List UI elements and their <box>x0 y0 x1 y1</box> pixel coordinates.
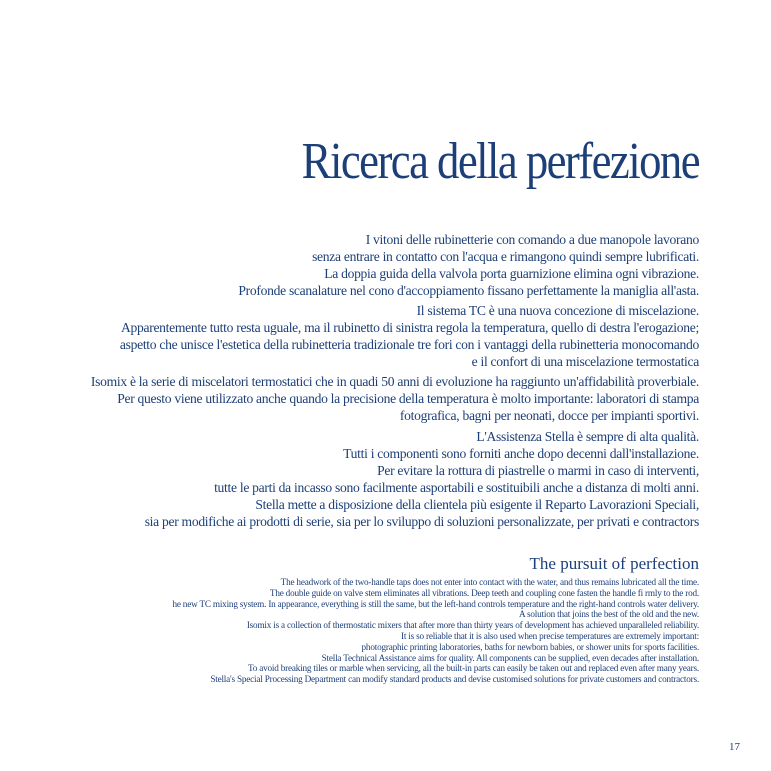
text-line: La doppia guida della valvola porta guarnizione elimina ogni vibrazione. <box>324 266 699 281</box>
text-line: sia per modifiche ai prodotti di serie, sia per lo sviluppo di soluzioni personalizzate, per privati e contractors <box>144 514 699 529</box>
italian-paragraph-3 <box>39 373 699 424</box>
text-line: senza entrare in contatto con l'acqua e rimangono quindi sempre lubrificati. <box>312 249 699 264</box>
italian-paragraph-2 <box>39 302 699 370</box>
text-line: fotografica, bagni per neonati, docce per impianti sportivi. <box>399 408 699 423</box>
text-line: Stella mette a disposizione della clientela più esigente il Reparto Lavorazioni Speciali, <box>255 497 699 512</box>
english-title: The pursuit of perfection <box>529 554 699 573</box>
text-line: L'Assistenza Stella è sempre di alta qualità. <box>476 429 699 444</box>
text-line: photographic printing laboratories, baths for newborn babies, or shower units for sports facilities. <box>361 641 699 652</box>
italian-paragraph-4 <box>39 428 699 530</box>
text-line: Il sistema TC è una nuova concezione di miscelazione. <box>416 303 699 318</box>
text-line: Profonde scanalature nel cono d'accoppiamento fissano perfettamente la maniglia all'asta. <box>238 283 699 298</box>
text-line: The double guide on valve stem eliminates all vibrations. Deep teeth and coupling cone fasten the handle fi rmly to the rod. <box>269 587 699 598</box>
english-paragraph <box>19 577 699 685</box>
text-line: A solution that joins the best of the old and the new. <box>519 609 699 620</box>
page-number: 17 <box>729 741 740 753</box>
italian-paragraph-1 <box>39 231 699 299</box>
text-line: Tutti i componenti sono forniti anche dopo decenni dall'installazione. <box>343 446 699 461</box>
text-line: Per questo viene utilizzato anche quando la precisione della temperatura è molto importante: laboratori di stampa <box>117 391 699 406</box>
text-line: Stella Technical Assistance aims for quality. All components can be supplied, even decades after installation. <box>321 652 699 663</box>
text-line: Isomix è la serie di miscelatori termostatici che in quadi 50 anni di evoluzione ha raggiunto un'affidabilità proverbiale. <box>90 374 699 389</box>
text-line: The headwork of the two-handle taps does not enter into contact with the water, and thus remains lubricated all the time. <box>280 577 699 587</box>
text-line: I vitoni delle rubinetterie con comando a due manopole lavorano <box>365 232 699 247</box>
text-line: Apparentemente tutto resta uguale, ma il rubinetto di sinistra regola la temperatura, quello di destra l'erogazione; <box>120 320 699 335</box>
page-title: Ricerca della perfezione <box>301 133 699 190</box>
text-line: aspetto che unisce l'estetica della rubinetteria tradizionale tre fori con i vantaggi della rubinetteria monocomando <box>119 337 699 352</box>
text-line: To avoid breaking tiles or marble when servicing, all the built-in parts can easily be taken out and replaced even after many years. <box>247 663 699 674</box>
text-line: Isomix is a collection of thermostatic mixers that after more than thirty years of development has achieved unparalleled reliability. <box>246 620 699 631</box>
text-line: tutte le parti da incasso sono facilmente asportabili e sostituibili anche a distanza di molti anni. <box>214 480 699 495</box>
text-line: Stella's Special Processing Department can modify standard products and devise customised solutions for private customers and contractors. <box>210 674 699 685</box>
text-line: Per evitare la rottura di piastrelle o marmi in caso di interventi, <box>377 463 699 478</box>
text-line: he new TC mixing system. In appearance, everything is still the same, but the left-hand controls temperature and the right-hand controls water delivery. <box>172 598 699 609</box>
text-line: It is so reliable that it is also used when precise temperatures are extremely important: <box>400 630 699 641</box>
text-line: e il confort di una miscelazione termostatica <box>471 354 699 369</box>
